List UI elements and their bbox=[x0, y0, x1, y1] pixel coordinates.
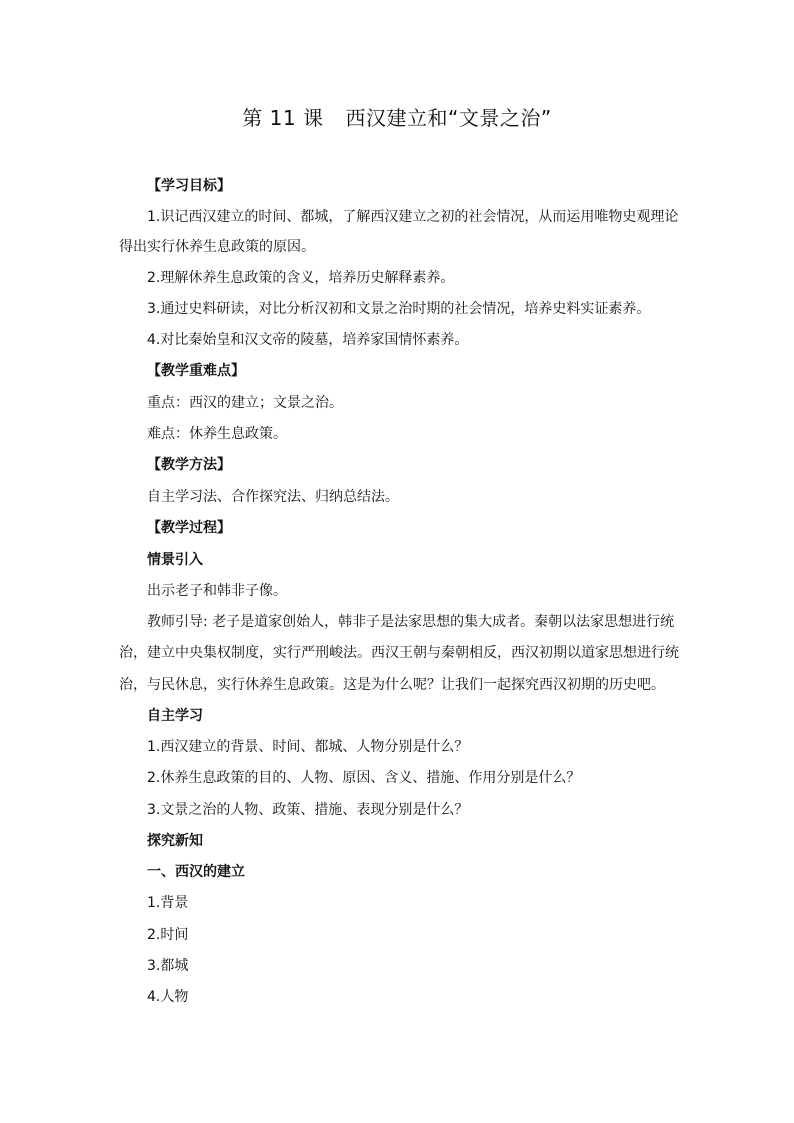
section-1-heading: 一、西汉的建立 bbox=[147, 864, 245, 880]
section-1-item-3: 3.都城 bbox=[147, 958, 189, 974]
methods-heading: 【教学方法】 bbox=[147, 457, 231, 473]
intro-guide-3: 治，与民休息，实行休养生息政策。这是为什么呢？让我们一起探究西汉初期的历史吧。 bbox=[119, 677, 665, 693]
self-study-q3: 3.文景之治的人物、政策、措施、表现分别是什么？ bbox=[147, 802, 469, 818]
objective-1: 1.识记西汉建立的时间、都城，了解西汉建立之初的社会情况，从而运用唯物史观理论 bbox=[147, 209, 679, 225]
intro-guide-1: 教师引导: 老子是道家创始人，韩非子是法家思想的集大成者。秦朝以法家思想进行统 bbox=[147, 614, 675, 630]
difficult-point: 难点：休养生息政策。 bbox=[147, 426, 287, 442]
section-1-item-4: 4.人物 bbox=[147, 989, 189, 1005]
key-point: 重点：西汉的建立；文景之治。 bbox=[147, 395, 343, 411]
section-1-item-1: 1.背景 bbox=[147, 895, 189, 911]
lesson-name: 西汉建立和“文景之治” bbox=[345, 106, 552, 130]
intro-heading: 情景引入 bbox=[147, 552, 203, 568]
methods-text: 自主学习法、合作探究法、归纳总结法。 bbox=[147, 489, 399, 505]
process-heading: 【教学过程】 bbox=[147, 520, 231, 536]
section-1-item-2: 2.时间 bbox=[147, 927, 189, 943]
intro-guide-2: 治，建立中央集权制度，实行严刑峻法。西汉王朝与秦朝相反，西汉初期以道家思想进行统 bbox=[119, 645, 679, 661]
explore-heading: 探究新知 bbox=[147, 833, 203, 849]
objectives-heading: 【学习目标】 bbox=[147, 178, 231, 194]
keypoints-heading: 【教学重难点】 bbox=[147, 363, 245, 379]
objective-4: 4.对比秦始皇和汉文帝的陵墓，培养家国情怀素养。 bbox=[147, 332, 469, 348]
intro-show: 出示老子和韩非子像。 bbox=[147, 583, 287, 599]
self-study-heading: 自主学习 bbox=[147, 708, 203, 724]
lesson-title bbox=[0, 104, 794, 132]
self-study-q2: 2.休养生息政策的目的、人物、原因、含义、措施、作用分别是什么？ bbox=[147, 770, 581, 786]
objective-3: 3.通过史料研读，对比分析汉初和文景之治时期的社会情况，培养史料实证素养。 bbox=[147, 301, 651, 317]
lesson-number: 第 11 课 bbox=[242, 106, 324, 130]
objective-2: 2.理解休养生息政策的含义，培养历史解释素养。 bbox=[147, 270, 455, 286]
objective-1-cont: 得出实行休养生息政策的原因。 bbox=[119, 239, 315, 255]
self-study-q1: 1.西汉建立的背景、时间、都城、人物分别是什么？ bbox=[147, 739, 469, 755]
